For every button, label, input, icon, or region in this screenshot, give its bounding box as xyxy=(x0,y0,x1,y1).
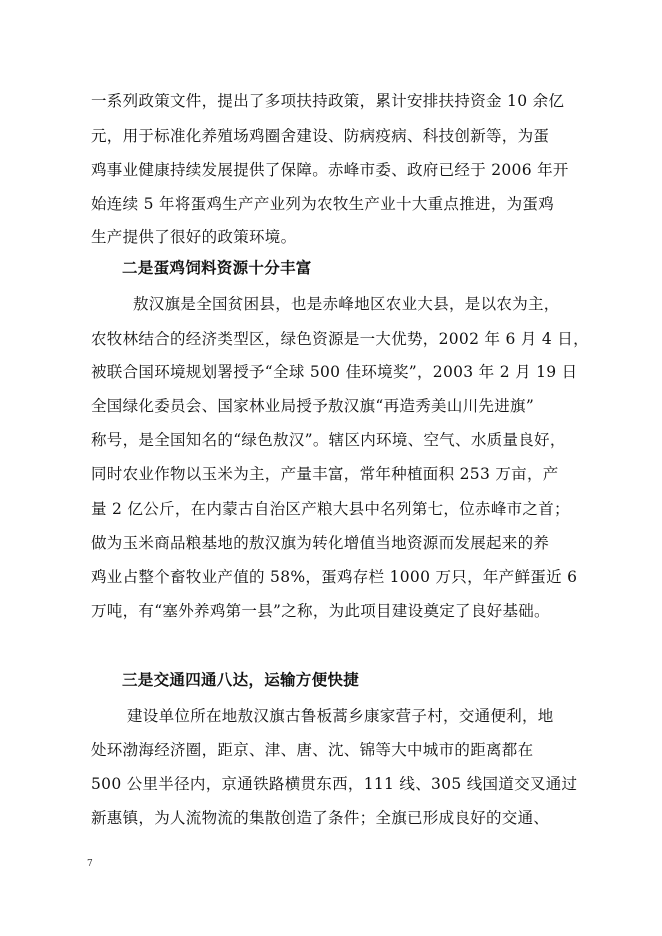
paragraph-line: 新惠镇，为人流物流的集散创造了条件；全旗已形成良好的交通、 xyxy=(91,809,550,827)
paragraph-line: 被联合国环境规划署授予“全球 500 佳环境奖”，2003 年 2 月 19 日 xyxy=(91,363,578,381)
section-heading: 二是蛋鸡饲料资源十分丰富 xyxy=(122,259,312,277)
paragraph-line: 敖汉旗是全国贫困县，也是赤峰地区农业大县，是以农为主， xyxy=(133,295,560,313)
section-heading: 三是交通四通八达，运输方便快捷 xyxy=(122,671,360,689)
paragraph-line: 始连续 5 年将蛋鸡生产产业列为农牧生产业十大重点推进，为蛋鸡 xyxy=(91,195,555,213)
paragraph-line: 生产提供了很好的政策环境。 xyxy=(91,228,297,246)
paragraph-line: 称号，是全国知名的“绿色敖汉”。辖区内环境、空气、水质量良好， xyxy=(91,431,566,449)
paragraph-line: 农牧林结合的经济类型区，绿色资源是一大优势，2002 年 6 月 4 日， xyxy=(91,330,589,348)
paragraph-line: 量 2 亿公斤，在内蒙古自治区产粮大县中名列第七，位赤峰市之首； xyxy=(91,500,570,518)
paragraph-line: 元，用于标准化养殖场鸡圈舍建设、防病疫病、科技创新等，为蛋 xyxy=(91,127,550,145)
paragraph-line: 处环渤海经济圈，距京、津、唐、沈、锦等大中城市的距离都在 xyxy=(91,741,534,759)
page-number: 7 xyxy=(87,859,93,869)
paragraph-line: 同时农业作物以玉米为主，产量丰富，常年种植面积 253 万亩，产 xyxy=(91,465,559,483)
paragraph-line: 做为玉米商品粮基地的敖汉旗为转化增值当地资源而发展起来的养 xyxy=(91,534,550,552)
paragraph-line: 全国绿化委员会、国家林业局授予敖汉旗“再造秀美山川先进旗” xyxy=(91,397,535,415)
paragraph-line: 500 公里半径内，京通铁路横贯东西，111 线、305 线国道交叉通过 xyxy=(91,775,578,793)
paragraph-line: 一系列政策文件，提出了多项扶持政策，累计安排扶持资金 10 余亿 xyxy=(91,92,565,110)
paragraph-line: 建设单位所在地敖汉旗古鲁板蒿乡康家营子村，交通便利，地 xyxy=(127,707,554,725)
paragraph-line: 万吨，有“塞外养鸡第一县”之称，为此项目建设奠定了良好基础。 xyxy=(91,602,550,620)
paragraph-line: 鸡事业健康持续发展提供了保障。赤峰市委、政府已经于 2006 年开 xyxy=(91,161,569,179)
paragraph-line: 鸡业占整个畜牧业产值的 58%，蛋鸡存栏 1000 万只，年产鲜蛋近 6 xyxy=(91,568,578,586)
